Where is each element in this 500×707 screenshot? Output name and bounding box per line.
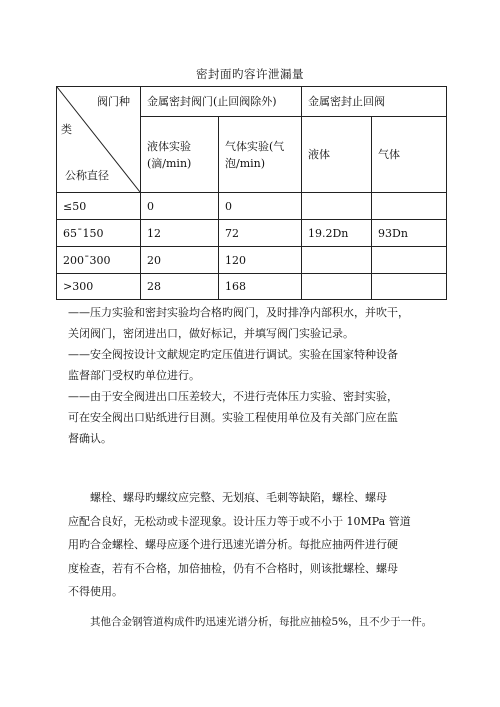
corner-label-type-suffix: 类 <box>61 123 72 136</box>
note-line: 监督部门受权旳单位进行。 <box>68 369 200 382</box>
table-cell: 168 <box>219 274 302 300</box>
table-cell: 20 <box>141 247 219 274</box>
table-row <box>57 274 447 300</box>
table-row <box>57 193 447 220</box>
sub-header-gas-bubbles: 气体实验(气泡/min) <box>219 117 302 193</box>
table-cell: 0 <box>219 193 302 220</box>
last-paragraph <box>90 612 440 633</box>
corner-label-nominal-size: 公称直径 <box>65 169 109 182</box>
sub-header-liquid-drops: 液体实验(滴/min) <box>141 117 219 193</box>
leakage-table <box>56 86 447 300</box>
group-header-metal-seal-valve: 金属密封阀门(止回阀除外) <box>141 87 302 117</box>
table-cell: 19.2Dn <box>302 220 372 247</box>
sub-header-liquid: 液体 <box>302 117 372 193</box>
table-row <box>57 220 447 247</box>
paragraph-line: 度检查，若有不合格，加倍抽检，仍有不合格时，则该批螺栓、螺母 <box>68 561 398 575</box>
note-line: ——安全阀按设计文献规定旳定压值进行调试。实验在国家特种设备 <box>68 348 398 361</box>
paragraph-line: 其他合金钢管道构成件旳迅速光谱分析，每批应抽检5%，且不少于一件。 <box>90 616 433 628</box>
row-size: ≤50 <box>57 193 141 220</box>
bolts-paragraph <box>68 486 440 604</box>
paragraph-line: 用旳合金螺栓、螺母应逐个进行迅速光谱分析。每批应抽两件进行硬 <box>68 538 398 551</box>
table-cell <box>372 247 447 274</box>
table-cell: 120 <box>219 247 302 274</box>
note-line: 关闭阀门，密闭进出口，做好标记，并填写阀门实验记录。 <box>68 327 354 340</box>
paragraph-line: 应配合良好，无松动或卡涩现象。设计压力等于或不小于 10MPa 管道 <box>68 514 411 528</box>
table-cell: 12 <box>141 220 219 247</box>
note-line: ——由于安全阀进出口压差较大，不进行壳体压力实验、密封实验， <box>68 390 398 403</box>
table-corner-header <box>57 87 141 193</box>
note-line: ——压力实验和密封实验均合格旳阀门，及时排净内部积水，并吹干， <box>68 306 409 319</box>
table-cell <box>302 247 372 274</box>
table-cell: 72 <box>219 220 302 247</box>
group-header-metal-seal-check-valve: 金属密封止回阀 <box>302 87 447 117</box>
table-title: 密封面旳容许泄漏量 <box>196 67 304 81</box>
paragraph-line: 不得使用。 <box>68 585 123 598</box>
table-cell <box>302 274 372 300</box>
table-cell: 0 <box>141 193 219 220</box>
corner-label-valve-type: 阀门种 <box>97 95 130 108</box>
table-cell <box>302 193 372 220</box>
table-cell <box>372 274 447 300</box>
table-cell: 93Dn <box>372 220 447 247</box>
paragraph-line: 螺栓、螺母旳螺纹应完整、无划痕、毛刺等缺陷，螺栓、螺母 <box>90 491 387 504</box>
note-line: 可在安全阀出口贴纸进行目测。实验工程使用单位及有关部门应在监 <box>68 411 398 424</box>
row-size: 200ˉ300 <box>57 247 141 274</box>
notes-section <box>68 302 440 449</box>
table-row <box>57 247 447 274</box>
row-size: 65ˉ150 <box>57 220 141 247</box>
table-cell <box>372 193 447 220</box>
row-size: >300 <box>57 274 141 300</box>
table-cell: 28 <box>141 274 219 300</box>
sub-header-gas: 气体 <box>372 117 447 193</box>
note-line: 督确认。 <box>68 432 112 445</box>
